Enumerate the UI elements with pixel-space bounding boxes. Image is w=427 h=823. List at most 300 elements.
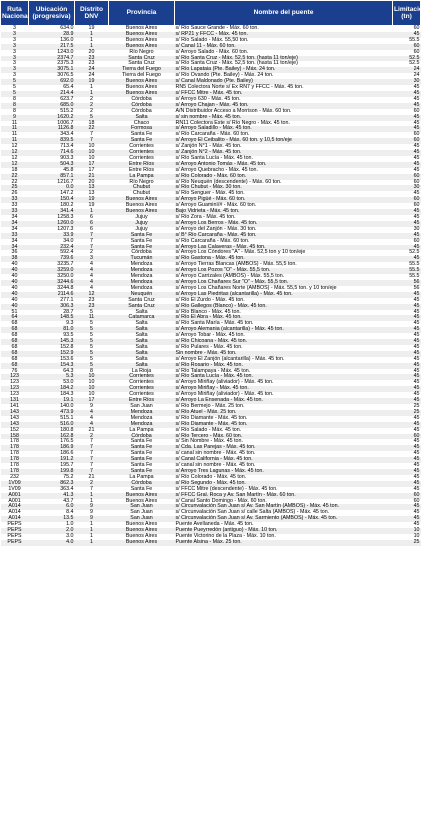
cell-ubicacion: 341.4 (29, 209, 75, 215)
cell-provincia: Corrientes (109, 386, 175, 392)
cell-provincia: Corrientes (129, 143, 154, 150)
cell-puente: s/ Río Gallegos (Blanco) - Máx. 45 ton. (175, 304, 393, 310)
cell-distrito: 7 (75, 245, 109, 251)
cell-ubicacion: 739.6 (29, 256, 75, 262)
cell-limitacion: 52.5 (393, 56, 421, 62)
cell-ubicacion: 2374.7 (29, 56, 75, 62)
cell-provincia: Buenos Aires (109, 209, 175, 215)
cell-puente: s/ Río Santa Cruz - Máx. 52,5 ton. (hasta 11 ton/eje) (175, 60, 298, 67)
cell-ruta: 51 (11, 308, 18, 315)
cell-puente: s/ Río Chicoana - Máx. 45 ton. (175, 339, 393, 345)
cell-provincia: Salta (135, 343, 148, 350)
cell-limitacion: 60 (413, 107, 420, 114)
cell-distrito: 7 (90, 485, 93, 492)
cell-puente: s/ Arroyo Saladillo - Máx. 45 ton. (175, 126, 393, 132)
cell-provincia: Mendoza (109, 422, 175, 428)
cell-ruta: A001 (8, 497, 21, 504)
cell-ruta: 68 (11, 332, 18, 339)
cell-provincia: Buenos Aires (109, 79, 175, 85)
cell-provincia: Corrientes (129, 379, 154, 386)
cell-distrito: 1 (75, 493, 109, 499)
cell-ruta: PEPS (1, 528, 29, 534)
cell-ruta: 34 (1, 221, 29, 227)
cell-limitacion: 45 (393, 327, 421, 333)
cell-ruta: A014 (1, 516, 29, 522)
cell-puente: s/ Arroyo Tres Lagunas - Máx. 45 ton. (175, 469, 393, 475)
cell-ruta: 178 (10, 438, 19, 445)
cell-puente: s/ Arroyo Antonio Tomás - Máx. 45 ton. (175, 162, 393, 168)
cell-ubicacion: 64.3 (63, 367, 74, 374)
cell-ruta: A014 (1, 504, 29, 510)
cell-puente: s/ FFCC Mitre - Máx. 45 ton. (175, 91, 393, 97)
cell-ruta: 3 (1, 32, 29, 38)
cell-distrito: 11 (75, 315, 109, 321)
cell-puente: s/ Arroyo Carrizales (AMBOS) - Máx. 55,5 ton. (175, 273, 285, 280)
cell-provincia: Neuquén (109, 292, 175, 298)
cell-provincia: Santa Fe (109, 445, 175, 451)
cell-provincia: Tierra del Fuego (122, 72, 161, 79)
cell-distrito: 4 (90, 273, 93, 280)
cell-limitacion: 45 (413, 391, 420, 398)
cell-puente: s/ Río Neuquén (descendente) - Máx. 60 ton. (175, 178, 282, 185)
cell-puente: s/ Arroyo Miriñay - Máx. 45 ton. (175, 386, 393, 392)
cell-puente: s/ Arroyo Los Chañares Sur "O" - Máx. 55,5 ton. (175, 280, 393, 286)
cell-puente: Puente Pueyrredón (antiguo) - Máx. 10 ton. (175, 528, 393, 534)
cell-distrito: 19 (88, 25, 95, 31)
cell-ruta: 3 (1, 67, 29, 73)
header-provincia: Provincia (109, 1, 175, 26)
cell-provincia: Corrientes (109, 150, 175, 156)
cell-provincia: Tucumán (109, 256, 175, 262)
cell-limitacion: 60 (413, 237, 420, 244)
cell-ruta: 33 (1, 209, 29, 215)
cell-provincia: Entre Ríos (128, 166, 155, 173)
cell-distrito: 7 (75, 469, 109, 475)
cell-limitacion: 45 (393, 363, 421, 369)
cell-ubicacion: 184.2 (29, 386, 75, 392)
cell-ubicacion: 75.2 (63, 473, 74, 480)
cell-ubicacion: 1006.7 (57, 119, 74, 126)
table-row (1, 540, 421, 546)
cell-limitacion: 45 (413, 332, 420, 339)
cell-distrito: 4 (90, 284, 93, 291)
cell-distrito: 10 (75, 374, 109, 380)
cell-limitacion: 60 (393, 174, 421, 180)
cell-ruta: 12 (11, 154, 18, 161)
cell-ruta: 36 (11, 249, 18, 256)
cell-puente: s/ Arroyo El Ceibalito - Máx. 60 ton. y 10,5 ton/eje (175, 138, 393, 144)
cell-puente: Puente Victorino de la Plaza - Máx. 10 ton. (175, 532, 276, 539)
cell-puente: s/ Arroyo Alemania (alcantarilla) - Máx. 45 ton. (175, 327, 393, 333)
cell-distrito: 5 (75, 115, 109, 121)
cell-ruta: 68 (11, 355, 18, 362)
cell-puente: s/ Río Sauce Grande - Máx. 60 ton. (175, 25, 259, 31)
cell-ruta: 9 (1, 115, 29, 121)
cell-puente: s/ Canal California - Máx. 45 ton. (175, 457, 393, 463)
cell-puente: s/ Arroyo Chajan - Máx. 45 ton. (175, 103, 393, 109)
cell-ubicacion: 3244.8 (57, 284, 74, 291)
cell-puente: s/ canal sin nombre - Máx. 45 ton. (175, 462, 256, 469)
cell-provincia: Mendoza (130, 284, 153, 291)
cell-puente: s/ Zanjón N°1 - Máx. 45 ton. (175, 143, 242, 150)
cell-ubicacion: 214.4 (29, 91, 75, 97)
cell-puente: Sin nombre - Máx. 45 ton. (175, 351, 393, 357)
cell-limitacion: 45 (393, 292, 421, 298)
cell-puente: A/N Distribuidor Acceso a Morrison - Máx. 60 ton. (175, 107, 292, 114)
cell-distrito: 4 (75, 410, 109, 416)
cell-puente: s/ canal sin nombre - Máx. 45 ton. (175, 450, 256, 457)
cell-puente: s/ Arroyo Las Calaveras - Máx. 45 ton. (175, 245, 393, 251)
cell-puente: s/ Arroyo Miriñay (aliviador) - Máx. 45 ton. (175, 379, 274, 386)
cell-puente: s/ Arroyo Los Chañares Norte (AMBOS) - Máx. 55,5 ton. y 10 ton/eje (175, 284, 337, 291)
cell-ubicacion: 41.3 (29, 493, 75, 499)
cell-provincia: Tierra del Fuego (109, 67, 175, 73)
cell-distrito: 10 (88, 379, 95, 386)
cell-distrito: 20 (88, 178, 95, 185)
cell-distrito: 4 (90, 414, 93, 421)
cell-ruta: 34 (1, 245, 29, 251)
cell-ubicacion: 277.1 (60, 296, 74, 303)
cell-puente: s/ Río Diamante - Máx. 45 ton. (175, 414, 248, 421)
cell-ruta: 68 (11, 343, 18, 350)
cell-provincia: La Pampa (109, 174, 175, 180)
cell-distrito: 9 (90, 403, 93, 409)
cell-limitacion: 45 (413, 367, 420, 374)
cell-distrito: 1 (90, 36, 93, 43)
cell-provincia: Salta (109, 351, 175, 357)
cell-ruta: 3 (13, 25, 16, 31)
cell-ubicacion: 516.0 (29, 422, 75, 428)
cell-puente: s/ Circunvalación San Juan s/ Av. San Martín (AMBOS) - Máx. 45 ton. (175, 504, 393, 510)
cell-limitacion: 55.5 (393, 268, 421, 274)
cell-distrito: 20 (88, 48, 95, 55)
cell-limitacion: 45 (393, 162, 421, 168)
cell-ruta: 40 (11, 284, 18, 291)
cell-limitacion: 56 (413, 284, 420, 291)
cell-ubicacion: 45.8 (63, 166, 74, 173)
cell-puente: s/ Arroyo Quebracho - Máx. 45 ton. (175, 166, 258, 173)
cell-ubicacion: 195.7 (60, 462, 74, 469)
cell-puente: s/ Río Gastona - Máx. 45 ton. (175, 256, 393, 262)
cell-ubicacion: 1126.8 (29, 126, 75, 132)
cell-ubicacion: 19.1 (29, 398, 75, 404)
cell-ruta: 18 (11, 166, 18, 173)
cell-puente: s/ Arroyo Tobar - Máx. 45 ton. (175, 332, 245, 339)
cell-ruta: 5 (13, 84, 16, 91)
cell-ubicacion: 0.0 (29, 185, 75, 191)
cell-puente: Bajo Vidrieta - Máx. 45 ton. (175, 209, 393, 215)
cell-provincia: Mendoza (130, 261, 153, 268)
cell-provincia: Santa Fe (130, 438, 153, 445)
cell-provincia: San Juan (109, 516, 175, 522)
cell-puente: s/ Río Salado - Máx. 55,50 ton. (175, 36, 249, 43)
cell-provincia: Buenos Aires (125, 36, 158, 43)
cell-provincia: La Rioja (131, 367, 152, 374)
cell-ruta: 25 (1, 185, 29, 191)
cell-puente: s/ Sin Nombre - Máx. 45 ton. (175, 438, 243, 445)
cell-ruta: 40 (11, 296, 18, 303)
cell-provincia: San Juan (109, 504, 175, 510)
cell-provincia: Santa Fe (130, 237, 153, 244)
cell-provincia: Córdoba (131, 95, 152, 102)
cell-limitacion: 60 (393, 44, 421, 50)
cell-distrito: 1 (75, 91, 109, 97)
cell-ruta: 141 (10, 403, 19, 409)
cell-ruta: 38 (1, 256, 29, 262)
cell-limitacion: 45 (393, 339, 421, 345)
cell-distrito: 19 (75, 79, 109, 85)
cell-distrito: 10 (88, 391, 95, 398)
cell-ruta: 68 (11, 320, 18, 327)
cell-ruta: 34 (11, 225, 18, 232)
cell-ruta: 40 (1, 280, 29, 286)
cell-puente: s/ Río Santa Lucía - Máx. 45 ton. (175, 374, 393, 380)
cell-ruta: 178 (10, 462, 19, 469)
cell-limitacion: 60 (413, 497, 420, 504)
cell-ubicacion: 34.0 (63, 237, 74, 244)
cell-limitacion: 45 (413, 296, 420, 303)
cell-ruta: 76 (11, 367, 18, 374)
cell-ubicacion: 150.4 (29, 197, 75, 203)
table-body (1, 26, 421, 546)
cell-distrito: 2 (90, 249, 93, 256)
header-ruta: Ruta Nacional (1, 1, 29, 26)
cell-ruta: 3 (1, 56, 29, 62)
cell-puente: s/ Río Carcaraña - Máx. 60 ton. (175, 131, 250, 138)
cell-ruta: 178 (10, 450, 19, 457)
cell-distrito: 7 (90, 450, 93, 457)
cell-provincia: Buenos Aires (125, 84, 158, 91)
cell-ubicacion: 8.4 (66, 509, 74, 516)
cell-limitacion: 45 (413, 308, 420, 315)
cell-ruta: 33 (1, 197, 29, 203)
cell-ruta: 33 (1, 233, 29, 239)
cell-limitacion: 45 (393, 315, 421, 321)
cell-puente: s/ Río Atuel - Máx. 25 ton. (175, 410, 393, 416)
cell-limitacion: 45 (393, 91, 421, 97)
header-ubicacion: Ubicación (progresiva) (29, 1, 75, 26)
cell-limitacion: 45 (393, 445, 421, 451)
cell-ubicacion: 306.3 (29, 304, 75, 310)
cell-ubicacion: 3244.6 (29, 280, 75, 286)
cell-limitacion: 30 (393, 185, 421, 191)
cell-ruta: 123 (1, 386, 29, 392)
cell-provincia: Buenos Aires (109, 197, 175, 203)
cell-ubicacion: 857.1 (29, 174, 75, 180)
cell-puente: s/ Río El Abra - Máx. 45 ton. (175, 315, 393, 321)
cell-distrito: 1 (90, 521, 93, 528)
cell-limitacion: 24 (413, 72, 420, 79)
cell-distrito: 5 (90, 343, 93, 350)
cell-ruta: 34 (11, 214, 18, 220)
cell-limitacion: 55.5 (409, 273, 420, 280)
cell-ruta: 158 (1, 434, 29, 440)
cell-limitacion: 55.5 (409, 261, 420, 268)
cell-ubicacion: 53.0 (63, 379, 74, 386)
cell-limitacion: 45 (393, 457, 421, 463)
cell-ubicacion: 186.6 (60, 450, 74, 457)
cell-ruta: 12 (11, 143, 18, 150)
cell-distrito: 21 (88, 473, 95, 480)
cell-limitacion: 60 (393, 138, 421, 144)
cell-puente: s/ Canal Maldonado (Pte. Bailey) (175, 79, 393, 85)
cell-provincia: Buenos Aires (109, 32, 175, 38)
cell-ruta: 68 (1, 339, 29, 345)
cell-provincia: Corrientes (109, 374, 175, 380)
cell-puente: s/ Río Zora - Máx. 45 ton. (175, 214, 236, 220)
cell-distrito: 24 (88, 72, 95, 79)
cell-provincia: Córdoba (131, 249, 152, 256)
cell-limitacion: 10 (393, 528, 421, 534)
cell-provincia: Mendoza (130, 273, 153, 280)
cell-provincia: Mendoza (109, 280, 175, 286)
cell-ubicacion: 1207.3 (57, 225, 74, 232)
cell-ruta: 123 (10, 391, 19, 398)
cell-limitacion: 45 (393, 103, 421, 109)
cell-ubicacion: 9.3 (66, 320, 74, 327)
cell-puente: s/ Río Ovando (Pte. Bailey) - Máx. 24 ton. (175, 72, 274, 79)
cell-provincia: La Pampa (129, 473, 154, 480)
cell-limitacion: 45 (393, 115, 421, 121)
cell-limitacion: 45 (393, 469, 421, 475)
cell-ubicacion: 191.2 (29, 457, 75, 463)
cell-provincia: Mendoza (109, 410, 175, 416)
cell-puente: s/ Arroyo del Zanjón - Máx. 30 ton. (175, 225, 257, 232)
cell-ubicacion: 862.3 (29, 481, 75, 487)
cell-puente: s/ Río Pulares - Máx. 45 ton. (175, 343, 243, 350)
cell-ubicacion: 3075.1 (29, 67, 75, 73)
cell-provincia: Buenos Aires (125, 25, 158, 31)
cell-ubicacion: 1216.7 (57, 178, 74, 185)
header-puente: Nombre del puente (175, 1, 393, 26)
cell-puente: s/ Circunvalación San Juan s/ calle Salta (AMBOS) - Máx. 45 ton. (175, 509, 330, 516)
cell-ubicacion: 93.5 (63, 332, 74, 339)
cell-limitacion: 45 (393, 481, 421, 487)
cell-ubicacion: 2114.6 (29, 292, 75, 298)
cell-ubicacion: 5.3 (29, 374, 75, 380)
cell-ruta: 8 (1, 103, 29, 109)
cell-puente: s/ Río Bermejo - Máx. 25 ton. (175, 403, 245, 409)
cell-ruta: 152 (10, 426, 19, 433)
cell-distrito: 7 (75, 233, 109, 239)
cell-provincia: Santa Fe (130, 462, 153, 469)
cell-ubicacion: 3235.7 (57, 261, 74, 268)
cell-ruta: 22 (1, 174, 29, 180)
cell-ubicacion: 504.3 (29, 162, 75, 168)
cell-ubicacion: 1260.0 (29, 221, 75, 227)
cell-puente: s/ Arroyo La Ensenada - Máx. 45 ton. (175, 398, 393, 404)
cell-distrito: 7 (75, 457, 109, 463)
cell-distrito: 7 (90, 131, 93, 138)
cell-limitacion: 60 (393, 493, 421, 499)
cell-provincia: Santa Fe (109, 457, 175, 463)
cell-distrito: 7 (75, 138, 109, 144)
cell-limitacion: 45 (413, 84, 420, 91)
cell-ruta: 8 (13, 107, 16, 114)
cell-ruta: 40 (11, 273, 18, 280)
cell-limitacion: 45 (393, 32, 421, 38)
cell-puente: s/ Canal Santo Domingo - Máx. 60 ton. (175, 497, 267, 504)
cell-puente: s/ Río Senguer - Máx. 45 ton. (175, 190, 245, 197)
cell-distrito: 17 (88, 166, 95, 173)
cell-ubicacion: 363.4 (60, 485, 74, 492)
cell-distrito: 4 (75, 280, 109, 286)
cell-distrito: 21 (75, 174, 109, 180)
cell-ubicacion: 162.8 (29, 434, 75, 440)
cell-ruta: 143 (10, 414, 19, 421)
cell-distrito: 4 (75, 422, 109, 428)
cell-distrito: 1 (90, 532, 93, 539)
cell-ruta: A001 (1, 493, 29, 499)
cell-provincia: Chaco (133, 119, 150, 126)
cell-provincia: Santa Fe (109, 138, 175, 144)
cell-ubicacion: 145.3 (29, 339, 75, 345)
cell-ubicacion: 186.9 (29, 445, 75, 451)
cell-ubicacion: 903.3 (60, 154, 74, 161)
cell-provincia: Santa Fe (109, 469, 175, 475)
cell-ubicacion: 3076.5 (57, 72, 74, 79)
cell-provincia: Buenos Aires (109, 493, 175, 499)
header-limitacion: Limitación (tn) (393, 1, 421, 26)
cell-provincia: Santa Fe (130, 485, 153, 492)
cell-limitacion: 52.5 (409, 60, 420, 67)
cell-limitacion: 55.5 (409, 36, 420, 43)
cell-provincia: Salta (135, 332, 148, 339)
cell-ruta: 11 (1, 138, 29, 144)
cell-distrito: 2 (90, 107, 93, 114)
cell-ubicacion: 1258.3 (57, 214, 74, 220)
cell-limitacion: 45 (413, 143, 420, 150)
cell-ruta: A014 (8, 509, 21, 516)
cell-ruta: 178 (1, 445, 29, 451)
cell-puente: s/ Río Diamante - Máx. 45 ton. (175, 422, 393, 428)
cell-limitacion: 45 (413, 426, 420, 433)
cell-puente: s/ Arroyo Los Pozos "O" - Máx. 55,5 ton. (175, 268, 393, 274)
cell-puente: s/ Río Santa María - Máx. 45 ton. (175, 320, 254, 327)
cell-puente: s/ Río Talampaya - Máx. 45 ton. (175, 367, 251, 374)
cell-provincia: Santa Cruz (128, 296, 155, 303)
cell-provincia: Catamarca (109, 315, 175, 321)
cell-puente: s/ Canal 11 - Máx. 60 ton. (175, 44, 393, 50)
cell-provincia: Santa Cruz (128, 60, 155, 67)
cell-provincia: Buenos Aires (125, 532, 158, 539)
cell-distrito: 6 (75, 221, 109, 227)
cell-provincia: Santa Fe (109, 245, 175, 251)
cell-puente: s/ Cda. Las Parejas - Máx. 45 ton. (175, 445, 393, 451)
cell-provincia: Salta (109, 363, 175, 369)
cell-puente: s/ Zanjón N°2 - Máx. 45 ton. (175, 150, 393, 156)
cell-ruta: 40 (1, 268, 29, 274)
cell-ubicacion: 3259.0 (29, 268, 75, 274)
cell-ubicacion: 1620.2 (29, 115, 75, 121)
cell-distrito: 5 (75, 363, 109, 369)
cell-distrito: 2 (90, 95, 93, 102)
cell-distrito: 10 (75, 150, 109, 156)
cell-limitacion: 60 (413, 202, 420, 209)
cell-ubicacion: 515.2 (60, 107, 74, 114)
cell-provincia: Salta (135, 355, 148, 362)
cell-puente: RN11 Colectora Este s/ Río Negro - Máx. 45 ton. (175, 119, 290, 126)
cell-provincia: San Juan (130, 403, 153, 409)
cell-limitacion: 45 (393, 233, 421, 239)
cell-puente: s/ Arroyo Guaminí/# - Máx. 60 ton. (175, 202, 257, 209)
cell-distrito: 12 (75, 292, 109, 298)
cell-limitacion: 45 (413, 521, 420, 528)
cell-ruta: 3 (13, 72, 16, 79)
cell-distrito: 5 (90, 320, 93, 327)
cell-provincia: Río Negro (129, 48, 154, 55)
cell-distrito: 2 (75, 103, 109, 109)
